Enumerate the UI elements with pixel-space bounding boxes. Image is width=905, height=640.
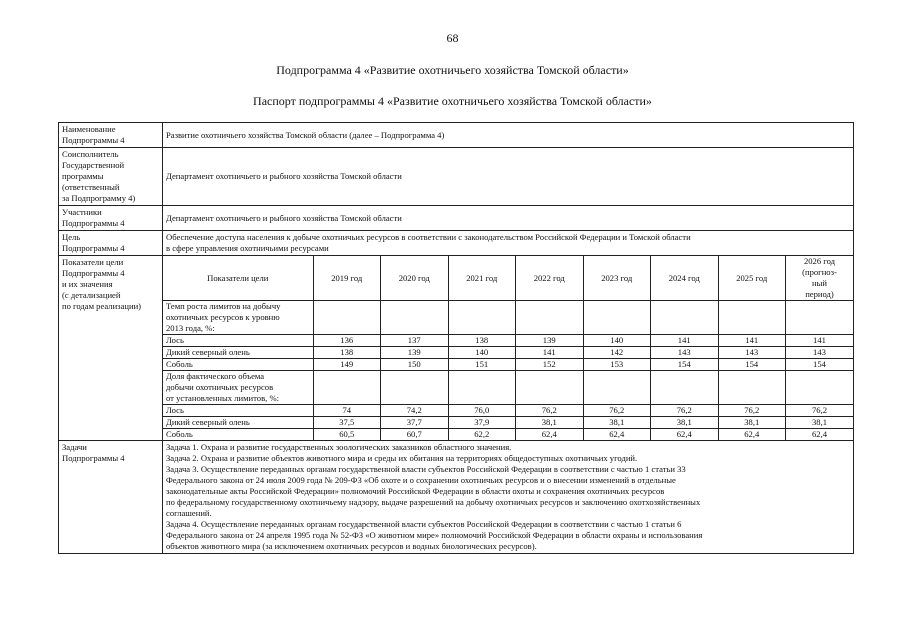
indicator-value: 62,4	[651, 429, 719, 441]
indicator-value: 60,5	[313, 429, 381, 441]
indicator-value: 141	[718, 335, 786, 347]
indicator-value: 38,1	[516, 417, 584, 429]
indicator-value: 38,1	[651, 417, 719, 429]
empty-cell	[583, 371, 651, 405]
indicator-value: 62,4	[718, 429, 786, 441]
row-name	[59, 123, 854, 148]
indicator-row	[163, 359, 853, 371]
header-year: 2026 год (прогноз- ный период)	[786, 256, 854, 301]
indicator-value: 37,9	[448, 417, 516, 429]
indicator-value: 140	[448, 347, 516, 359]
indicator-value: 62,2	[448, 429, 516, 441]
name-label: Наименование Подпрограммы 4	[59, 123, 163, 148]
empty-cell	[448, 371, 516, 405]
indicator-value: 74,2	[381, 405, 449, 417]
indicator-value: 76,0	[448, 405, 516, 417]
participants-value: Департамент охотничьего и рыбного хозяйства Томской области	[163, 206, 854, 231]
empty-cell	[313, 371, 381, 405]
indicator-value: 141	[516, 347, 584, 359]
indicator-value: 138	[313, 347, 381, 359]
header-year: 2024 год	[651, 256, 719, 301]
indicator-value: 139	[516, 335, 584, 347]
tasks-list	[163, 441, 854, 554]
empty-cell	[516, 371, 584, 405]
coexecutor-value: Департамент охотничьего и рыбного хозяйства Томской области	[163, 148, 854, 206]
indicator-group-title-row	[163, 371, 853, 405]
indicator-name: Соболь	[163, 359, 313, 371]
passport-title: Паспорт подпрограммы 4 «Развитие охотничьего хозяйства Томской области»	[253, 94, 652, 108]
indicator-value: 37,7	[381, 417, 449, 429]
passport-table	[58, 122, 854, 554]
indicator-value: 137	[381, 335, 449, 347]
indicator-value: 76,2	[516, 405, 584, 417]
header-year: 2019 год	[313, 256, 381, 301]
indicator-row	[163, 429, 853, 441]
indicator-value: 139	[381, 347, 449, 359]
indicator-value: 151	[448, 359, 516, 371]
indicator-value: 62,4	[516, 429, 584, 441]
indicator-value: 38,1	[786, 417, 854, 429]
indicator-name: Лось	[163, 405, 313, 417]
indicator-row	[163, 405, 853, 417]
participants-label: Участники Подпрограммы 4	[59, 206, 163, 231]
indicator-group-title: Доля фактического объема добычи охотничьих ресурсов от установленных лимитов, %:	[163, 371, 313, 405]
header-year: 2020 год	[381, 256, 449, 301]
empty-cell	[313, 301, 381, 335]
indicator-value: 62,4	[583, 429, 651, 441]
empty-cell	[381, 371, 449, 405]
task-item: Задача 3. Осуществление переданных органам государственной власти субъектов Российской Федерации в соответствии с частью 1 статьи 33 Федерального закона от 24 июля 2009 года № 209-ФЗ «Об охоте и о сохранении охотничьих ресурсов и о внесении изменений в отдельные законодательные акты Российской Федерации» полномочий Российской Федерации в области охоты и сохранения охотничьих ресурсов по федеральному государственному охотничьему надзору, выдаче разрешений на добычу охотничьих ресурсов и заключению охотхозяйственных соглашений.	[166, 464, 701, 518]
indicator-value: 38,1	[583, 417, 651, 429]
header-year: 2021 год	[448, 256, 516, 301]
indicator-value: 143	[786, 347, 854, 359]
goal-value: Обеспечение доступа населения к добыче охотничьих ресурсов в соответствии с законодательством Российской Федерации и Томской области в сфере управления охотничьими ресурсами	[163, 231, 854, 256]
indicator-value: 76,2	[583, 405, 651, 417]
header-year: 2025 год	[718, 256, 786, 301]
indicator-value: 154	[786, 359, 854, 371]
tasks-label: Задачи Подпрограммы 4	[59, 441, 163, 554]
indicator-value: 60,7	[381, 429, 449, 441]
task-item: Задача 2. Охрана и развитие объектов животного мира и среды их обитания на территориях общедоступных охотничьих угодий.	[166, 453, 638, 463]
empty-cell	[583, 301, 651, 335]
task-item: Задача 4. Осуществление переданных органам государственной власти субъектов Российской Федерации в соответствии с частью 1 статьи 6 Федерального закона от 24 апреля 1995 года № 52-ФЗ «О животном мире» полномочий Российской Федерации в области охраны и использования объектов животного мира (за исключением охотничьих ресурсов и водных биологических ресурсов).	[166, 519, 703, 551]
row-indicators	[59, 256, 854, 441]
indicator-value: 74	[313, 405, 381, 417]
indicator-group-title-row	[163, 301, 853, 335]
indicator-value: 138	[448, 335, 516, 347]
page-number: 68	[446, 31, 459, 45]
indicator-value: 141	[786, 335, 854, 347]
indicators-header-row	[163, 256, 853, 301]
empty-cell	[786, 371, 854, 405]
indicator-value: 140	[583, 335, 651, 347]
indicator-value: 143	[651, 347, 719, 359]
empty-cell	[651, 371, 719, 405]
row-coexecutor	[59, 148, 854, 206]
indicator-value: 150	[381, 359, 449, 371]
indicator-value: 38,1	[718, 417, 786, 429]
task-item: Задача 1. Охрана и развитие государственных зоологических заказников областного значения.	[166, 442, 512, 452]
empty-cell	[381, 301, 449, 335]
indicator-value: 76,2	[651, 405, 719, 417]
indicator-value: 154	[718, 359, 786, 371]
indicator-name: Дикий северный олень	[163, 347, 313, 359]
indicator-value: 154	[651, 359, 719, 371]
header-year: 2022 год	[516, 256, 584, 301]
indicator-group-title: Темп роста лимитов на добычу охотничьих ресурсов к уровню 2013 года, %:	[163, 301, 313, 335]
row-goal	[59, 231, 854, 256]
indicators-cell	[163, 256, 854, 441]
indicators-label: Показатели цели Подпрограммы 4 и их значения (с детализацией по годам реализации)	[59, 256, 163, 441]
indicator-name: Дикий северный олень	[163, 417, 313, 429]
indicators-table	[163, 256, 853, 440]
indicator-value: 37,5	[313, 417, 381, 429]
row-participants	[59, 206, 854, 231]
indicator-value: 152	[516, 359, 584, 371]
indicator-value: 76,2	[718, 405, 786, 417]
indicator-name: Соболь	[163, 429, 313, 441]
indicator-value: 136	[313, 335, 381, 347]
name-value: Развитие охотничьего хозяйства Томской области (далее – Подпрограмма 4)	[163, 123, 854, 148]
indicator-value: 149	[313, 359, 381, 371]
indicator-row	[163, 335, 853, 347]
empty-cell	[651, 301, 719, 335]
goal-label: Цель Подпрограммы 4	[59, 231, 163, 256]
indicator-value: 62,4	[786, 429, 854, 441]
indicator-value: 153	[583, 359, 651, 371]
subprogram-title: Подпрограмма 4 «Развитие охотничьего хозяйства Томской области»	[276, 63, 629, 77]
indicator-row	[163, 347, 853, 359]
empty-cell	[516, 301, 584, 335]
header-year: 2023 год	[583, 256, 651, 301]
empty-cell	[718, 371, 786, 405]
indicator-value: 143	[718, 347, 786, 359]
indicator-value: 141	[651, 335, 719, 347]
indicator-row	[163, 417, 853, 429]
indicator-value: 142	[583, 347, 651, 359]
empty-cell	[718, 301, 786, 335]
row-tasks	[59, 441, 854, 554]
coexecutor-label: Соисполнитель Государственной программы (ответственный за Подпрограмму 4)	[59, 148, 163, 206]
indicator-name: Лось	[163, 335, 313, 347]
header-indicator: Показатели цели	[163, 256, 313, 301]
indicator-value: 76,2	[786, 405, 854, 417]
empty-cell	[448, 301, 516, 335]
empty-cell	[786, 301, 854, 335]
